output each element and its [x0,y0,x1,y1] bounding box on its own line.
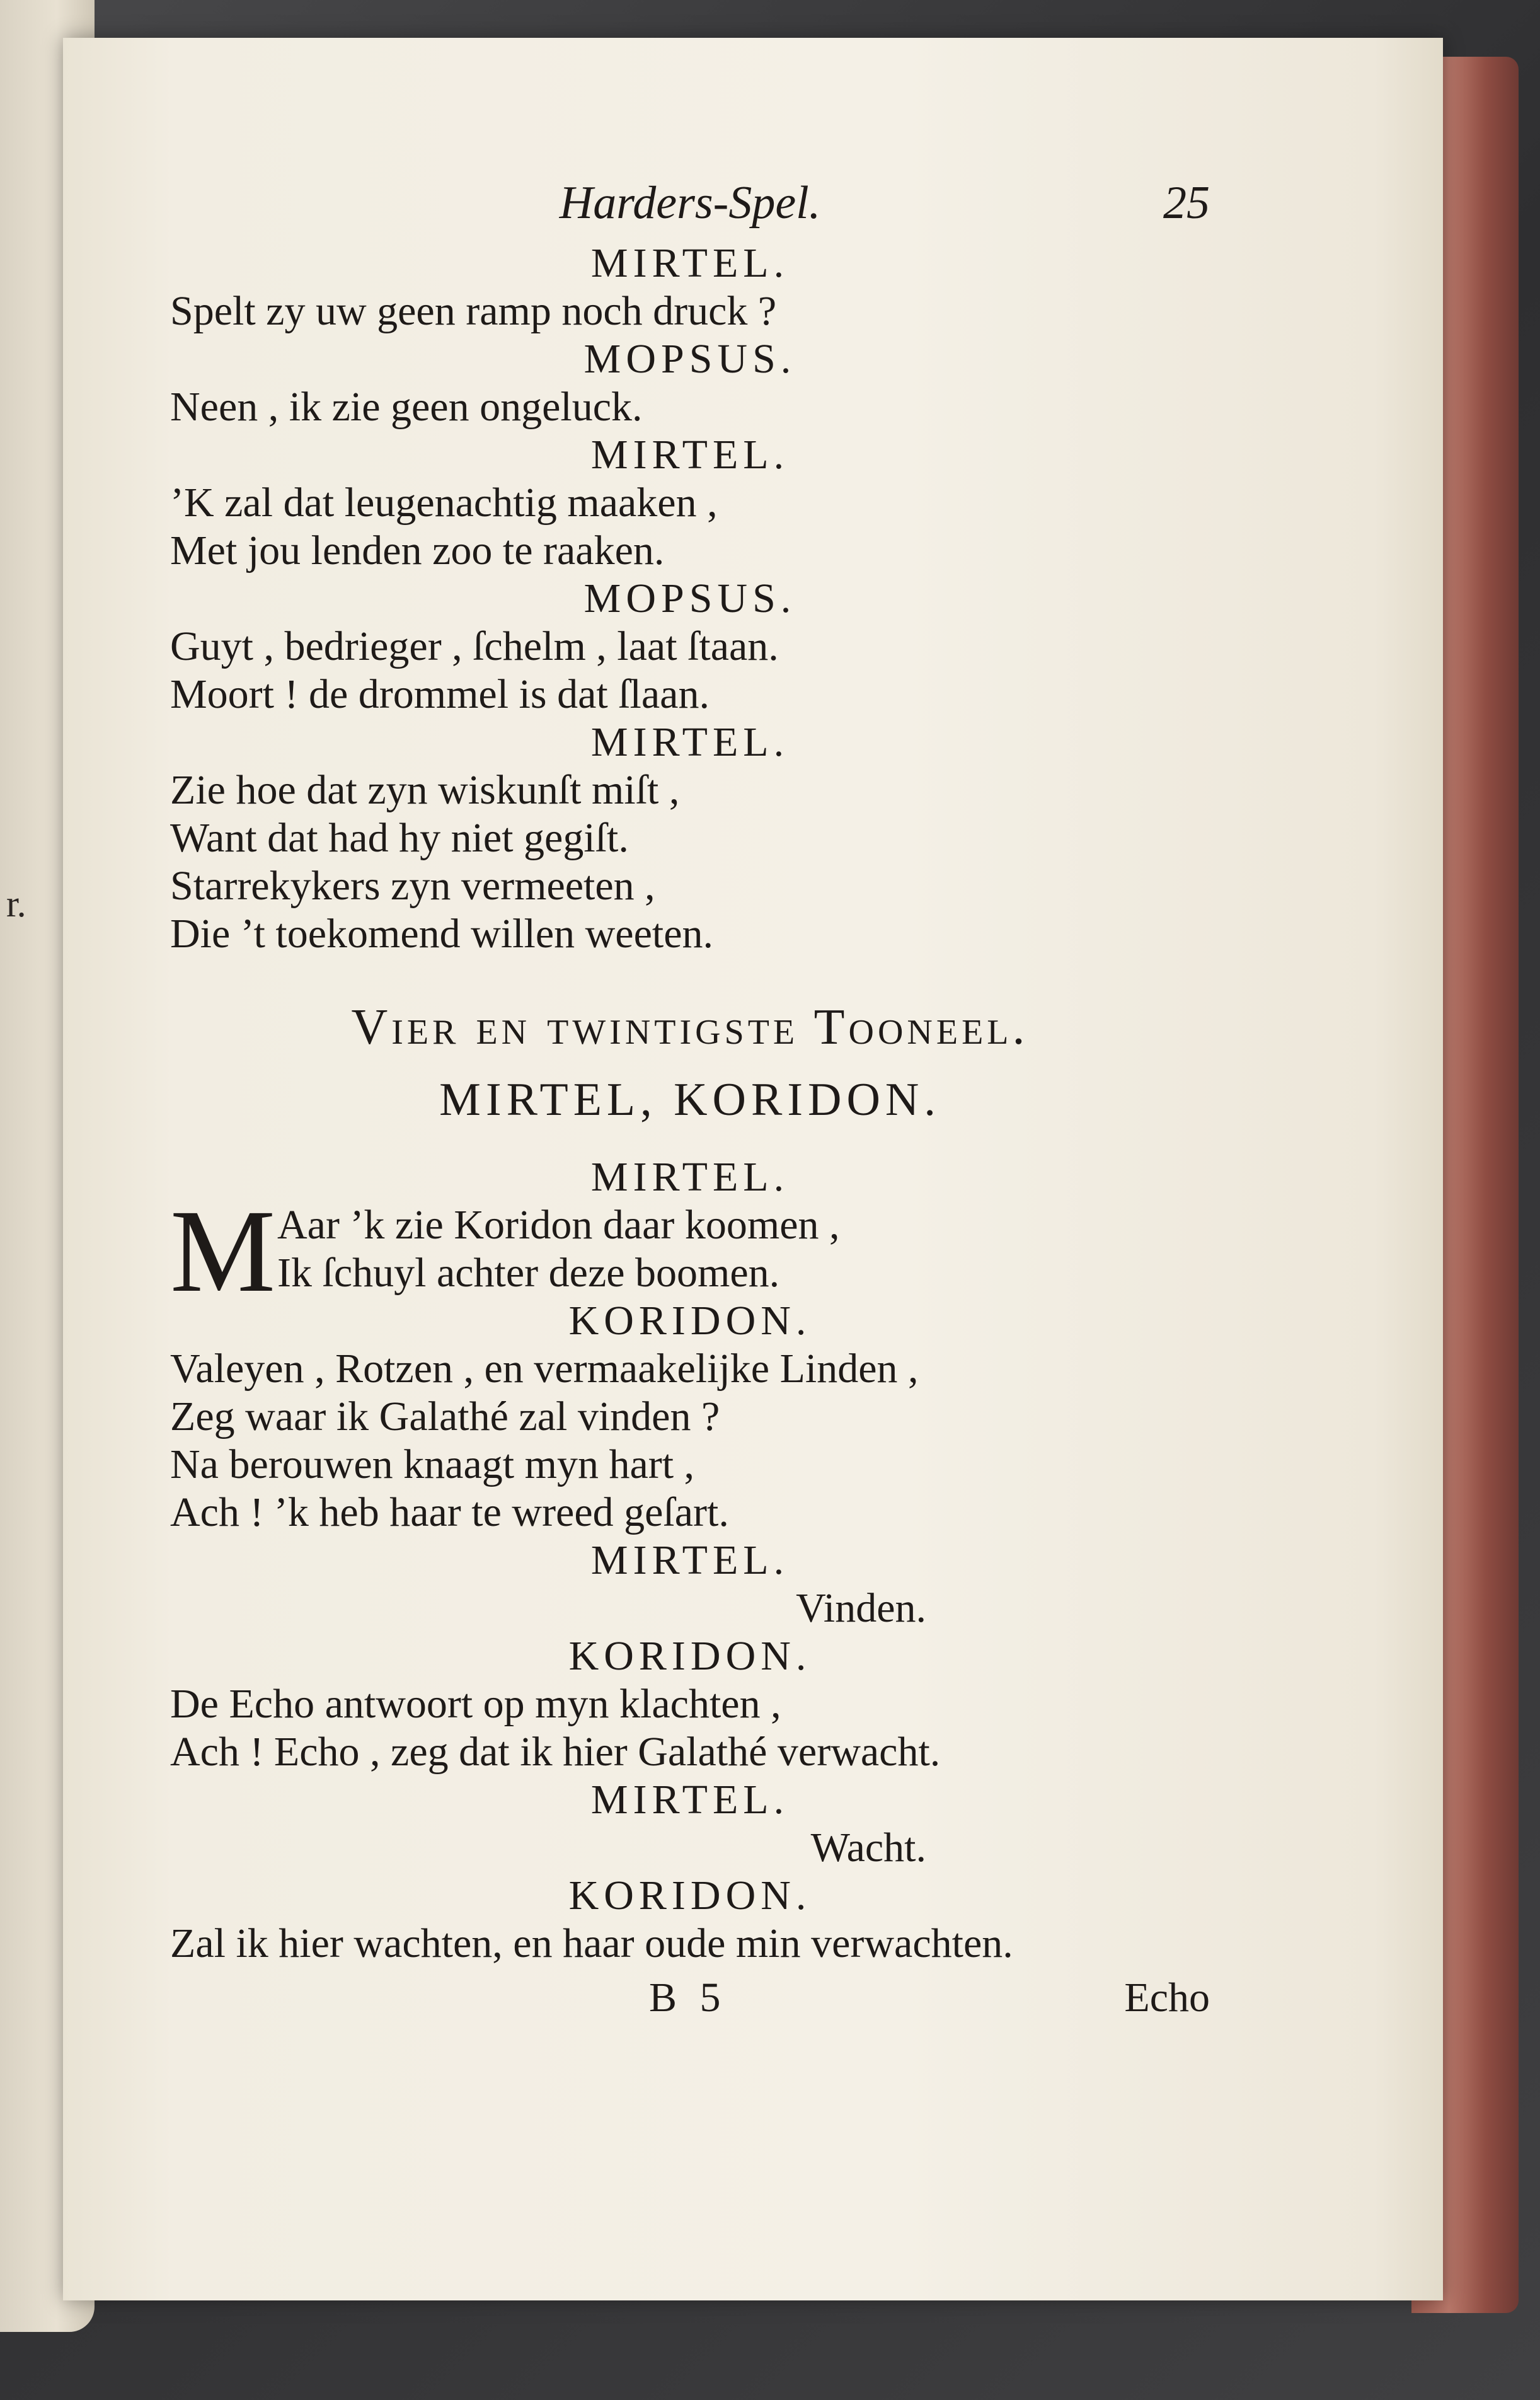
verse-line: Moort ! de drommel is dat ſlaan. [170,671,710,717]
verse-line: Valeyen , Rotzen , en vermaakelijke Linden , [170,1346,919,1392]
speaker-name: MIRTEL. [590,1777,790,1823]
running-title: Harders-Spel. [559,177,821,229]
catchword: Echo [1124,1975,1210,2021]
scene-title: Vier en twintigste Tooneel. [351,1000,1029,1055]
speaker-name: MIRTEL. [590,240,790,286]
drop-capital: M [170,1185,276,1317]
speaker-name: MIRTEL. [590,719,790,765]
dialogue-part-1 [170,239,1210,958]
speaker-name: MOPSUS. [583,336,796,382]
echo-line: Vinden. [796,1585,926,1631]
verse-line: Zie hoe dat zyn wiskunſt miſt , [170,767,680,813]
signature-mark: B 5 [649,1975,727,2021]
speaker-name: KORIDON. [568,1872,812,1918]
text-block [170,176,1210,2024]
speaker-name: MIRTEL. [590,1537,790,1583]
speaker-name: KORIDON. [568,1633,812,1679]
verse-line: Met jou lenden zoo te raaken. [170,528,665,574]
speaker-name: MIRTEL. [590,1154,790,1200]
verse-line: Starrekykers zyn vermeeten , [170,863,655,909]
speaker-name: KORIDON. [568,1298,812,1344]
running-head [170,176,1210,239]
verse-line: Neen , ik zie geen ongeluck. [170,384,643,430]
book-page [63,38,1443,2300]
verse-line: Guyt , bedrieger , ſchelm , laat ſtaan. [170,623,779,669]
verse-line: De Echo antwoort op myn klachten , [170,1681,781,1727]
speaker-name: MOPSUS. [583,575,796,621]
speaker-name: MIRTEL. [590,432,790,478]
verse-line: Want dat had hy niet gegiſt. [170,815,629,861]
scene-characters: MIRTEL, KORIDON. [439,1074,941,1126]
echo-line: Wacht. [810,1825,926,1871]
page-number: 25 [1163,177,1210,229]
verse-line: Spelt zy uw geen ramp noch druck ? [170,288,777,334]
verse-line: Ach ! ’k heb haar te wreed geſart. [170,1489,729,1535]
page-footer [170,1974,1210,2024]
dialogue-part-2 [170,1153,1210,1201]
verse-line: Ach ! Echo , zeg dat ik hier Galathé verwacht. [170,1729,941,1775]
verse-line: Ik ſchuyl achter deze boomen. [277,1250,780,1296]
verse-line: Na berouwen knaagt myn hart , [170,1441,695,1487]
verse-line: ’K zal dat leugenachtig maaken , [170,480,718,526]
facing-page-fragment: r. [6,883,26,925]
dialogue-part-3 [170,1297,1210,1968]
verse-line: Zal ik hier wachten, en haar oude min verwachten. [170,1920,1013,1966]
verse-line: Zeg waar ik Galathé zal vinden ? [170,1393,720,1439]
verse-line: Die ’t toekomend willen weeten. [170,911,714,957]
dropcap-paragraph [170,1185,1210,1317]
verse-line: Aar ’k zie Koridon daar koomen , [277,1202,840,1248]
